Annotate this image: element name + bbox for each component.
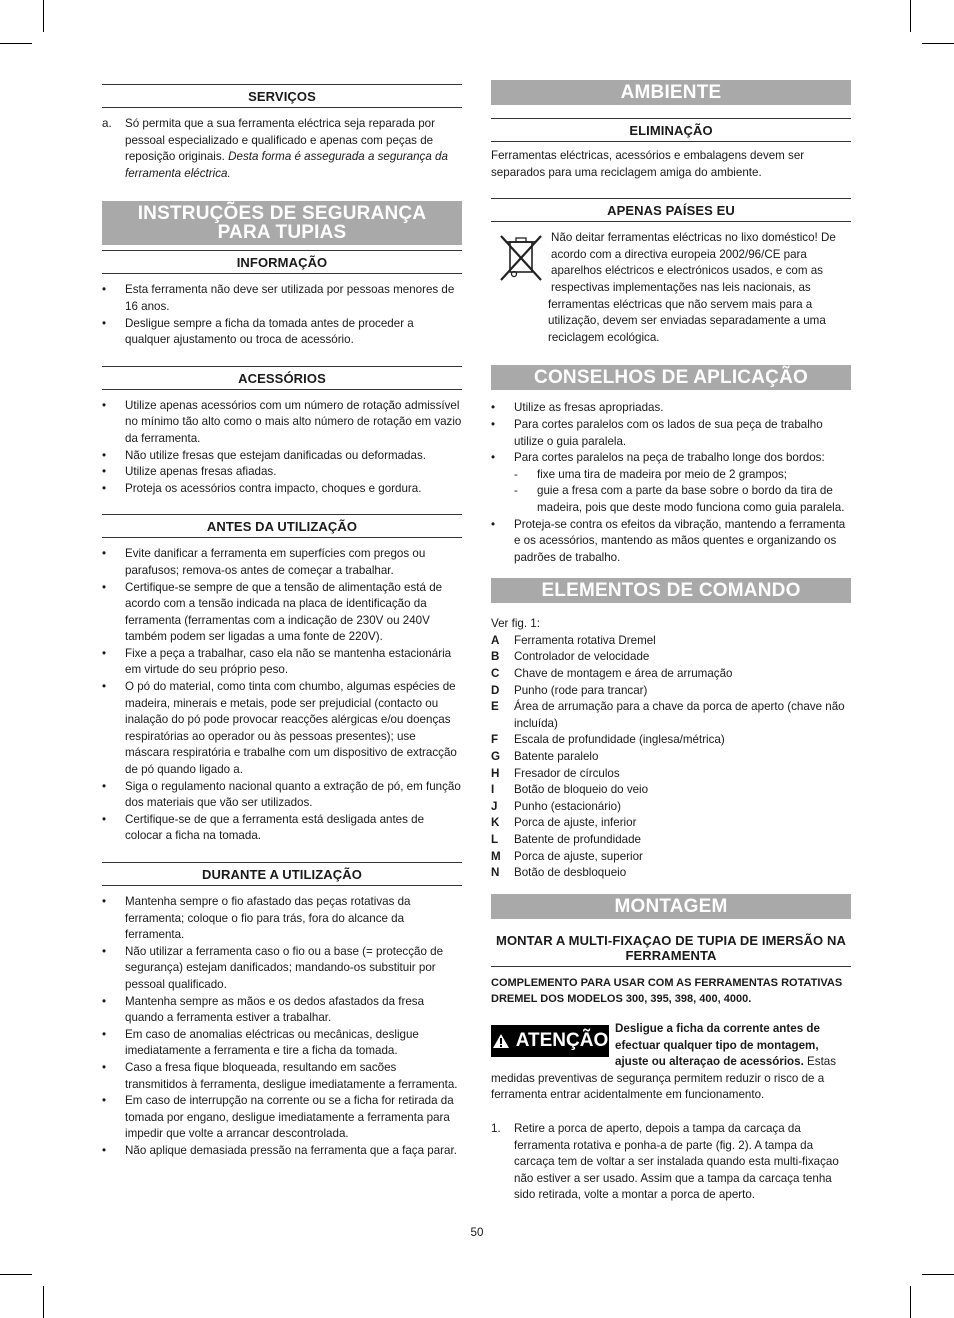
antes-heading: ANTES DA UTILIZAÇÃO — [102, 514, 462, 538]
list-item: 1. Retire a porca de aperto, depois a tampa da carcaça da ferramenta rotativa e ponha-a de parte (fig. 2). A tampa da carcaça tem de voltar a ser instalada quando esta multi-fixaçao não estiver a ser usado. Assim que a tampa da carcaça tenha sido retirada, volte a montar a porca de aperto. — [491, 1121, 839, 1202]
elementos-list — [491, 633, 851, 882]
list-item: • Desligue sempre a ficha da tomada antes de proceder a qualquer ajustamento ou troca de acessório. — [102, 316, 414, 347]
list-item: • Não utilizar a ferramenta caso o fio ou a base (= protecção de segurança) estejam danificados; mandando-os substituir por pessoal qualificado. — [102, 944, 444, 991]
durante-heading: DURANTE A UTILIZAÇÃO — [102, 862, 462, 886]
list-item: • Caso a fresa fique bloqueada, resultando em sacões transmitidos à ferramenta, desligue imediatamente a ferramenta. — [102, 1060, 458, 1091]
list-item: M Porca de ajuste, superior — [491, 849, 643, 863]
informacao-heading: INFORMAÇÃO — [102, 250, 462, 274]
complemento-text: COMPLEMENTO PARA USAR COM AS FERRAMENTAS ROTATIVAS DREMEL DOS MODELOS 300, 395, 398, 400, 4000. — [491, 976, 843, 1006]
warning-triangle-icon — [492, 1033, 510, 1049]
list-item: • Mantenha sempre as mãos e os dedos afastados da fresa quando a ferramenta estiver a trabalhar. — [102, 994, 425, 1025]
list-item: - guie a fresa com a parte da base sobre o bordo da tira de madeira, pois que deste modo funciona como guia paralela. — [514, 484, 845, 514]
list-item: L Batente de profundidade — [491, 833, 641, 846]
atencao-badge: ATENÇÃO — [491, 1025, 609, 1057]
crop-mark — [922, 1274, 954, 1275]
elementos-banner: ELEMENTOS DE COMANDO — [491, 578, 851, 603]
apenas-block — [491, 230, 851, 346]
list-item: a. Só permita que a sua ferramenta eléctrica seja reparada por pessoal especializado e qualificado e apenas com peças de reposição originais. Desta forma é assegurada a segurança da ferramenta eléctrica. — [102, 117, 448, 180]
crop-mark — [910, 1286, 911, 1318]
list-item: • O pó do material, como tinta com chumbo, algumas espécies de madeira, minerais e metais, pode ser prejudicial (contacto ou inalação do pó pode provocar reacções alérgicas e/ou doenças respiratórias ao operador ou às pessoas presentes); use máscara respiratória e trabalhe com um dispositivo de extracção de pó quando ligado a. — [102, 680, 457, 777]
list-item: K Porca de ajuste, inferior — [491, 816, 637, 830]
list-item: A Ferramenta rotativa Dremel — [491, 633, 656, 647]
list-item: • Mantenha sempre o fio afastado das peças rotativas da ferramenta; coloque o fio para trás, fora do alcance da ferramenta. — [102, 895, 411, 942]
list-item: • Utilize apenas fresas afiadas. — [102, 465, 277, 479]
list-item: • Fixe a peça a trabalhar, caso ela não se mantenha estacionária em virtude do seu próprio peso. — [102, 646, 452, 677]
list-item: • Utilize as fresas apropriadas. — [491, 401, 664, 415]
list-item: • Proteja-se contra os efeitos da vibração, mantendo a ferramenta e os acessórios, mantendo as mãos quentes e organizando os padrões de trabalho. — [491, 517, 846, 564]
list-item: • Esta ferramenta não deve ser utilizada por pessoas menores de 16 anos. — [102, 283, 455, 313]
informacao-list — [102, 282, 462, 348]
montagem-steps — [491, 1121, 851, 1204]
eliminacao-heading: ELIMINAÇÃO — [491, 118, 851, 142]
list-item: • Não aplique demasiada pressão na ferramenta que a faça parar. — [102, 1143, 457, 1157]
crossed-out-wheelie-bin-icon — [495, 232, 547, 284]
list-item: • Certifique-se sempre de que a tensão de alimentação está de acordo com a tensão indicada na placa de identificação da ferramenta (ferramentas com a indicação de 230V ou 240V também podem ser ligadas a uma fonte de 220V). — [102, 580, 443, 644]
acessorios-list — [102, 398, 462, 498]
eliminacao-text: Ferramentas eléctricas, acessórios e embalagens devem ser separados para uma reciclagem amiga do ambiente. — [491, 149, 805, 179]
crop-mark — [43, 0, 44, 32]
right-column — [491, 80, 851, 1204]
list-item: • Certifique-se de que a ferramenta está desligada antes de colocar a ficha na tomada. — [102, 812, 425, 843]
list-item: I Botão de bloqueio do veio — [491, 783, 649, 797]
crop-mark — [910, 0, 911, 32]
list-item: F Escala de profundidade (inglesa/métrica) — [491, 733, 725, 747]
warning-text: Estas medidas preventivas de segurança permitem reduzir o risco de a ferramenta entrar acidentalmente em funcionamento. — [491, 1055, 837, 1102]
durante-list — [102, 894, 462, 1160]
list-item: • Evite danificar a ferramenta em superfícies com pregos ou parafusos; remova-os antes de começar a trabalhar. — [102, 547, 426, 577]
list-item: • Siga o regulamento nacional quanto a extração de pó, em função dos materiais que vão ser utilizados. — [102, 779, 461, 810]
list-item: N Botão de desbloqueio — [491, 866, 627, 880]
list-item: J Punho (estacionário) — [491, 799, 621, 813]
list-item: D Punho (rode para trancar) — [491, 683, 648, 697]
apenas-heading: APENAS PAÍSES EU — [491, 198, 851, 222]
conselhos-banner: CONSELHOS DE APLICAÇÃO — [491, 365, 851, 390]
list-item: H Fresador de círculos — [491, 766, 620, 780]
antes-list — [102, 546, 462, 845]
page-number: 50 — [470, 1226, 484, 1239]
warning-block — [491, 1021, 851, 1104]
crop-mark — [922, 43, 954, 44]
crop-mark — [43, 1286, 44, 1318]
ambiente-banner: AMBIENTE — [491, 80, 851, 105]
instrucoes-banner: INSTRUÇÕES DE SEGURANÇA PARA TUPIAS — [102, 201, 462, 245]
list-item: • Proteja os acessórios contra impacto, choques e gordura. — [102, 481, 422, 495]
list-item: C Chave de montagem e área de arrumação — [491, 667, 733, 681]
warning-bold-text: Desligue a ficha da corrente antes de efectuar qualquer tipo de montagem, ajuste ou alteraçao de acessórios. — [615, 1021, 820, 1069]
list-item: G Batente paralelo — [491, 750, 599, 764]
apenas-text: Não deitar ferramentas eléctricas no lixo doméstico! De acordo com a directiva europeia 2002/96/CE para aparelhos eléctricos e electrónicos usados, e com as respectivas implementações nas leis nacionais, as ferramentas eléctricas que não servem mais para a utilização, devem ser enviadas separadamente a uma reciclagem ecológica. — [548, 231, 836, 344]
montar-heading: MONTAR A MULTI-FIXAÇAO DE TUPIA DE IMERSÃO NA FERRAMENTA — [491, 932, 851, 967]
list-item: - fixe uma tira de madeira por meio de 2 grampos; — [514, 467, 788, 481]
left-column — [102, 80, 462, 1160]
crop-mark — [0, 1274, 32, 1275]
servicos-heading: SERVIÇOS — [102, 84, 462, 108]
list-item: B Controlador de velocidade — [491, 650, 650, 664]
conselhos-list — [491, 400, 851, 566]
servicos-list — [102, 116, 462, 182]
list-item: • Em caso de interrupção na corrente ou se a ficha for retirada da tomada por engano, desligue imediatamente a ferramenta para impedir que volte a arrancar descontrolada. — [102, 1094, 454, 1141]
list-item: E Área de arrumação para a chave da porca de aperto (chave não incluída) — [491, 700, 845, 730]
elementos-intro: Ver fig. 1: — [491, 617, 540, 631]
list-item: • Em caso de anomalias eléctricas ou mecânicas, desligue imediatamente a ferramenta e tire a ficha da tomada. — [102, 1027, 419, 1058]
list-item: • Utilize apenas acessórios com um número de rotação admissível no mínimo tão alto como o mais alto número de rotação em vazio da ferramenta. — [102, 398, 462, 445]
list-item: • Não utilize fresas que estejam danificadas ou deformadas. — [102, 448, 426, 462]
montagem-banner: MONTAGEM — [491, 894, 851, 919]
list-item: • Para cortes paralelos com os lados de sua peça de trabalho utilize o guia paralela. — [491, 417, 823, 448]
conselhos-sublist — [514, 467, 851, 517]
list-item: • Para cortes paralelos na peça de trabalho longe dos bordos: - fixe uma tira de madeira por meio de 2 grampos; - guie a fresa com a parte da base sobre o bordo da tira de madeira, pois que deste modo funciona como guia paralela. — [491, 450, 851, 516]
acessorios-heading: ACESSÓRIOS — [102, 366, 462, 390]
crop-mark — [0, 43, 32, 44]
